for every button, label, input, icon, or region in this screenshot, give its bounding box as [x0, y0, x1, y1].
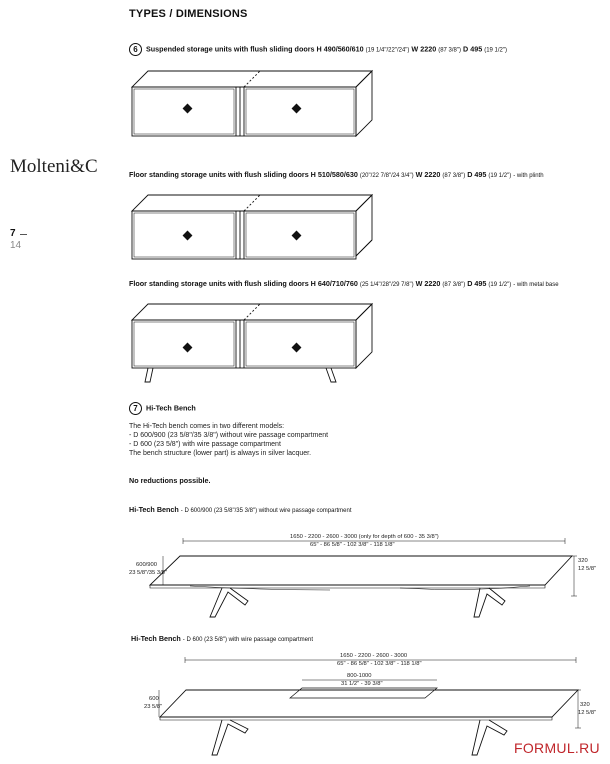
bench-model-1-caption: Hi-Tech Bench - D 600/900 (23 5/8"/35 3/8") without wire passage compartment: [129, 505, 352, 514]
bench-section-heading: 7 Hi-Tech Bench: [129, 402, 196, 415]
bench2-compartment-mm: 800-1000: [347, 673, 372, 679]
door-knob-icon: [183, 231, 193, 241]
door-knob-icon: [183, 343, 193, 353]
bench2-depth-mm: 600: [149, 696, 159, 702]
bench-model-1-drawing: [150, 538, 577, 617]
section-6-caption: 6 Suspended storage units with flush sliding doors H 490/560/610 (19 1/4"/22"/24") W 2220 (87 3/8") D 495 (19 1/2"): [129, 43, 507, 56]
bench-model-2-caption: Hi-Tech Bench - D 600 (23 5/8") with wire passage compartment: [131, 634, 313, 643]
bench2-compartment-in: 31 1/2" - 39 3/8": [341, 681, 383, 687]
bench2-height-in: 12 5/8": [578, 710, 597, 716]
bench-model-2-drawing: [159, 657, 581, 755]
door-knob-icon: [292, 104, 302, 114]
plinth-unit-caption: Floor standing storage units with flush sliding doors H 510/580/630 (20"/22 7/8"/24 3/4") W 2220 (87 3/8") D 495 (19 1/2") - with plinth: [129, 170, 544, 179]
page-title: TYPES / DIMENSIONS: [129, 8, 248, 20]
no-reductions-note: No reductions possible.: [129, 476, 211, 485]
metal-base-unit-caption: Floor standing storage units with flush sliding doors H 640/710/760 (25 1/4"/28"/29 7/8") W 2220 (87 3/8") D 495 (19 1/2") - with metal base: [129, 279, 559, 288]
page-number: 7: [10, 228, 16, 239]
watermark: FORMUL.RU: [514, 740, 600, 756]
bench1-width-mm: 1650 - 2200 - 2600 - 3000 (only for depth of 600 - 35 3/8"): [290, 534, 439, 540]
bench1-depth-in: 23 5/8"/35 3/8": [129, 570, 167, 576]
bench1-depth-mm: 600/900: [136, 562, 157, 568]
section-marker-6: 6: [129, 43, 142, 56]
door-knob-icon: [292, 231, 302, 241]
bench2-height-mm: 320: [580, 702, 590, 708]
bench2-width-mm: 1650 - 2200 - 2600 - 3000: [340, 653, 408, 659]
bench1-height-in: 12 5/8": [578, 566, 597, 572]
door-knob-icon: [183, 104, 193, 114]
page-sub-number: 14: [10, 240, 22, 251]
bench2-width-in: 65" - 86 5/8" - 102 3/8" - 118 1/8": [337, 661, 422, 667]
brand-logo: Molteni&C: [10, 156, 98, 177]
bench1-height-mm: 320: [578, 558, 588, 564]
bench1-width-in: 65" - 86 5/8" - 102 3/8" - 118 1/8": [310, 542, 395, 548]
plinth-storage-unit-drawing: [132, 195, 372, 259]
bench-description: The Hi-Tech bench comes in two different models: - D 600/900 (23 5/8"/35 3/8") without wire passage compartment - D 600 (23 5/8") with wire passage compartment The bench structure (lower part) is always in silver lacquer.: [129, 423, 329, 457]
metal-base-storage-unit-drawing: [132, 304, 372, 382]
door-knob-icon: [292, 343, 302, 353]
suspended-storage-unit-drawing: [132, 71, 372, 136]
bench2-depth-in: 23 5/8": [144, 704, 163, 710]
section-marker-7: 7: [129, 402, 142, 415]
